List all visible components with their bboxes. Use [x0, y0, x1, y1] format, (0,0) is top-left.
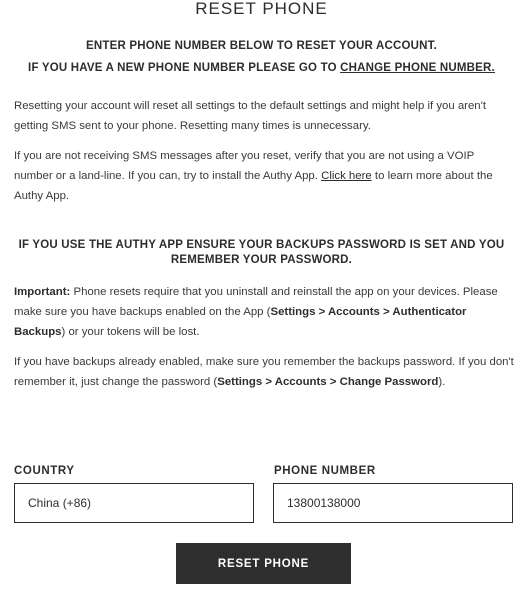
page-title: RESET PHONE	[195, 0, 328, 18]
country-label: COUNTRY	[14, 465, 75, 477]
authenticator-backups-path: Settings > Accounts > Authenticator Backups	[14, 306, 467, 338]
important-text-1: Phone resets require that you uninstall and reinstall the app on your devices. Please make sure you have backups enabled on the App (	[14, 286, 498, 318]
sms-info-text: If you are not receiving SMS messages after you reset, verify that you are not using a VOIP number or a land-line. If you can, try to install the Authy App.	[14, 150, 475, 182]
change-password-path: Settings > Accounts > Change Password	[217, 376, 439, 388]
important-label: Important:	[14, 286, 71, 298]
backups-text-1: If you have backups already enabled, make sure you remember the backups password. If you don't remember it, just change the password (	[14, 356, 514, 388]
country-select[interactable]: China (+86)	[14, 483, 254, 523]
phone-number-label: PHONE NUMBER	[274, 465, 376, 477]
reset-info-paragraph: Resetting your account will reset all settings to the default settings and might help if you aren't getting SMS sent to your phone. Resetting many times is unnecessary.	[14, 100, 486, 132]
notice-line-1: ENTER PHONE NUMBER BELOW TO RESET YOUR ACCOUNT.	[85, 40, 437, 52]
notice-line-2	[0, 62, 523, 74]
change-phone-number-link[interactable]: CHANGE PHONE NUMBER.	[340, 62, 495, 74]
important-paragraph	[14, 282, 514, 342]
sms-info-paragraph	[14, 146, 514, 206]
authy-app-learn-more-link[interactable]: Click here	[321, 170, 372, 182]
backups-text-2: ).	[438, 376, 446, 388]
sms-info-suffix: to learn more about the Authy App.	[14, 170, 493, 202]
backups-paragraph	[14, 352, 514, 392]
backup-password-warning: IF YOU USE THE AUTHY APP ENSURE YOUR BACKUPS PASSWORD IS SET AND YOU REMEMBER YOUR PASSWORD.	[18, 239, 505, 266]
notice-line-2-text: IF YOU HAVE A NEW PHONE NUMBER PLEASE GO TO	[28, 62, 341, 74]
reset-phone-button[interactable]: RESET PHONE	[176, 543, 351, 584]
important-text-2: ) or your tokens will be lost.	[61, 326, 200, 338]
phone-number-input[interactable]	[273, 483, 513, 523]
